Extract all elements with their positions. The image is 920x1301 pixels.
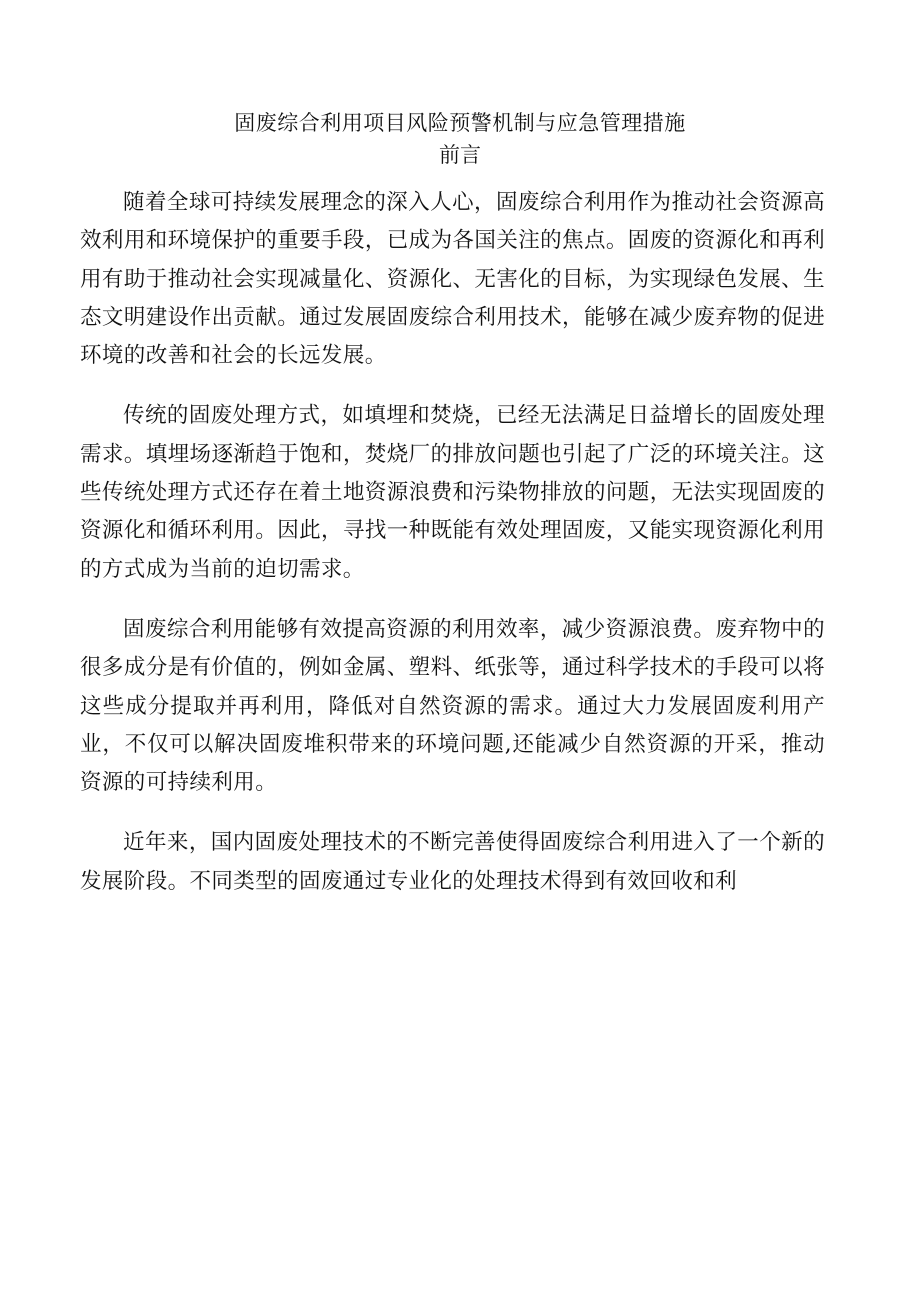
document-title: 固废综合利用项目风险预警机制与应急管理措施 — [234, 111, 686, 135]
section-heading-preface: 前言 — [439, 143, 481, 167]
paragraph-4: 近年来，国内固废处理技术的不断完善使得固废综合利用进入了一个新的发展阶段。不同类型的固废通过专业化的处理技术得到有效回收和利 — [80, 830, 825, 894]
document-body — [80, 184, 825, 923]
paragraph-2: 传统的固废处理方式，如填埋和焚烧，已经无法满足日益增长的固废处理需求。填埋场逐渐趋于饱和，焚烧厂的排放问题也引起了广泛的环境关注。这些传统处理方式还存在着土地资源浪费和污染物排放的问题，无法实现固废的资源化和循环利用。因此，寻找一种既能有效处理固废，又能实现资源化利用的方式成为当前的迫切需求。 — [80, 403, 825, 582]
paragraph-1: 随着全球可持续发展理念的深入人心，固废综合利用作为推动社会资源高效利用和环境保护的重要手段，已成为各国关注的焦点。固废的资源化和再利用有助于推动社会实现减量化、资源化、无害化的目标，为实现绿色发展、生态文明建设作出贡献。通过发展固废综合利用技术，能够在减少废弃物的促进环境的改善和社会的长远发展。 — [80, 190, 825, 369]
paragraph-3: 固废综合利用能够有效提高资源的利用效率，减少资源浪费。废弃物中的很多成分是有价值的，例如金属、塑料、纸张等，通过科学技术的手段可以将这些成分提取并再利用，降低对自然资源的需求。通过大力发展固废利用产业，不仅可以解决固废堆积带来的环境问题,还能减少自然资源的开采，推动资源的可持续利用。 — [80, 616, 825, 796]
